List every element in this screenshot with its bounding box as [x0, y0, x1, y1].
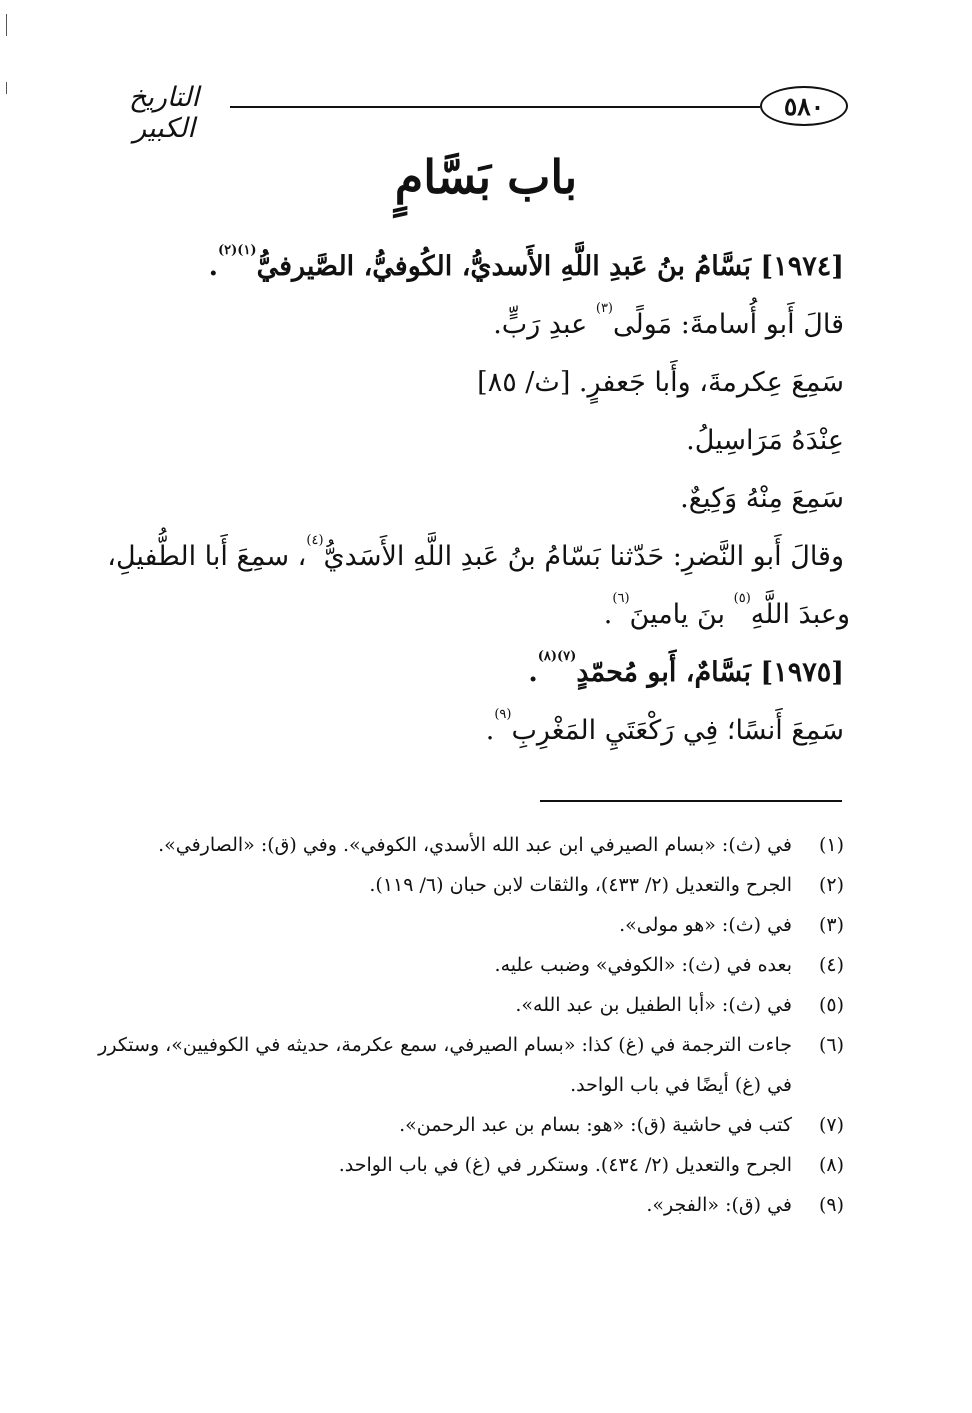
- line-text-tail: ، سمِعَ أَبا الطُّفيلِ،: [107, 541, 307, 572]
- footnote-line: في (ث): «هو مولى».: [619, 914, 792, 936]
- line-text: سَمِعَ عِكرمةَ، وأَبا جَعفرٍ. [ث/ ٨٥]: [477, 367, 844, 398]
- footnote-line: في (غ) أيضًا في باب الواحد.: [570, 1074, 792, 1096]
- footnote: [110, 1105, 844, 1145]
- footnote-number: (٢): [818, 874, 844, 896]
- footnote-text: [110, 1185, 792, 1225]
- footnote-number: (٣): [818, 914, 844, 936]
- line-text-tail: .: [485, 715, 495, 746]
- line-text: سَمِعَ مِنْهُ وَكِيعٌ.: [680, 483, 844, 514]
- footnote-number: (٦): [818, 1034, 844, 1056]
- footnote-ref: (٩): [494, 707, 512, 722]
- footnote-text: [110, 945, 792, 985]
- text-line: [124, 702, 844, 760]
- entry-number: [١٩٧٤]: [760, 251, 844, 282]
- line-text-tail: عبدِ رَبٍّ.: [493, 309, 596, 340]
- footnote-ref: (٥): [733, 591, 751, 606]
- footnote-text: [110, 825, 792, 865]
- footnote-text: [110, 1145, 792, 1185]
- line-text: وقالَ أَبو النَّضرِ: حَدّثنا بَسّامُ بنُ عَبدِ اللَّهِ الأَسَديُّ: [323, 541, 844, 572]
- footnote: [110, 905, 844, 945]
- footnote-text: [110, 905, 792, 945]
- footnote-ref: (١)(٢): [217, 243, 257, 258]
- text-line: [107, 528, 844, 586]
- footnote: [110, 1145, 844, 1185]
- footnote: [110, 1185, 844, 1225]
- footnotes: [98, 825, 844, 1225]
- line-text: قالَ أَبو أُسامةَ: مَولًى: [613, 309, 844, 340]
- footnote-line: كتب في حاشية (ق): «هو: بسام بن عبد الرحمن».: [399, 1114, 792, 1136]
- footnote-text: [98, 1025, 792, 1105]
- line-text: سَمِعَ أَنسًا؛ فِي رَكْعَتَيِ المَغْرِبِ: [511, 715, 844, 746]
- footnote-separator: [540, 800, 842, 802]
- scan-margin-mark: [6, 14, 7, 36]
- footnote-text: [110, 985, 792, 1025]
- scan-margin-mark: [6, 82, 7, 94]
- footnote-ref: (٣): [595, 301, 613, 316]
- running-title: التاريخ الكبير: [128, 82, 200, 144]
- line-text: بَسَّامٌ، أَبو مُحمّدٍ: [576, 657, 752, 688]
- footnote: [110, 985, 844, 1025]
- line-text: وعبدَ اللَّهِ: [750, 599, 850, 630]
- page-number: ٥٨٠: [760, 86, 848, 126]
- footnote: [110, 945, 844, 985]
- footnote-number: (٩): [818, 1194, 844, 1216]
- footnote-line: في (ث): «أبا الطفيل بن عبد الله».: [515, 994, 792, 1016]
- text-line: [124, 296, 844, 354]
- chapter-title: باب بَسَّامٍ: [394, 150, 578, 204]
- footnote-ref: (٤): [306, 533, 324, 548]
- footnote-number: (٧): [818, 1114, 844, 1136]
- running-header: [100, 78, 848, 144]
- footnote-number: (٨): [818, 1154, 844, 1176]
- line-text-tail: .: [603, 599, 613, 630]
- text-line: [124, 354, 844, 412]
- footnote-number: (٤): [818, 954, 844, 976]
- line-text: عِنْدَهُ مَرَاسِيلُ.: [686, 425, 844, 456]
- footnote-line: الجرح والتعديل (٢/ ٤٣٤). وستكرر في (غ) في باب الواحد.: [338, 1154, 792, 1176]
- footnote-line: في (ق): «الفجر».: [646, 1194, 792, 1216]
- footnote-number: (٥): [818, 994, 844, 1016]
- footnote-text: [110, 865, 792, 905]
- footnote-ref: (٦): [612, 591, 630, 606]
- text-line: [124, 412, 844, 470]
- header-rule: [230, 106, 760, 108]
- footnote: [98, 1025, 844, 1105]
- footnote-line: الجرح والتعديل (٢/ ٤٣٣)، والثقات لابن حبان (٦/ ١١٩).: [369, 874, 792, 896]
- footnote-number: (١): [818, 834, 844, 856]
- footnote: [110, 825, 844, 865]
- entry-number: [١٩٧٥]: [760, 657, 844, 688]
- entry-heading-line: [124, 238, 844, 296]
- text-line: [124, 470, 844, 528]
- text-line: [124, 586, 850, 644]
- line-text: بَسَّامُ بنُ عَبدِ اللَّهِ الأَسديُّ، الكُوفيُّ، الصَّيرفيُّ: [256, 251, 752, 282]
- footnote-line: في (ث): «بسام الصيرفي ابن عبد الله الأسدي، الكوفي». وفي (ق): «الصارفي».: [158, 834, 792, 856]
- footnote-text: [110, 1105, 792, 1145]
- footnote-ref: (٧)(٨): [537, 649, 577, 664]
- entry-heading-line: [124, 644, 844, 702]
- line-text-tail: .: [528, 657, 538, 688]
- footnote-line: جاءت الترجمة في (غ) كذا: «بسام الصيرفي، سمع عكرمة، حديثه في الكوفيين»، وستكرر: [98, 1034, 792, 1056]
- main-text: [107, 238, 850, 760]
- footnote-line: بعده في (ث): «الكوفي» وضبب عليه.: [494, 954, 792, 976]
- footnote: [110, 865, 844, 905]
- line-text-tail: .: [208, 251, 218, 282]
- line-text-tail: بنَ يامينَ: [629, 599, 734, 630]
